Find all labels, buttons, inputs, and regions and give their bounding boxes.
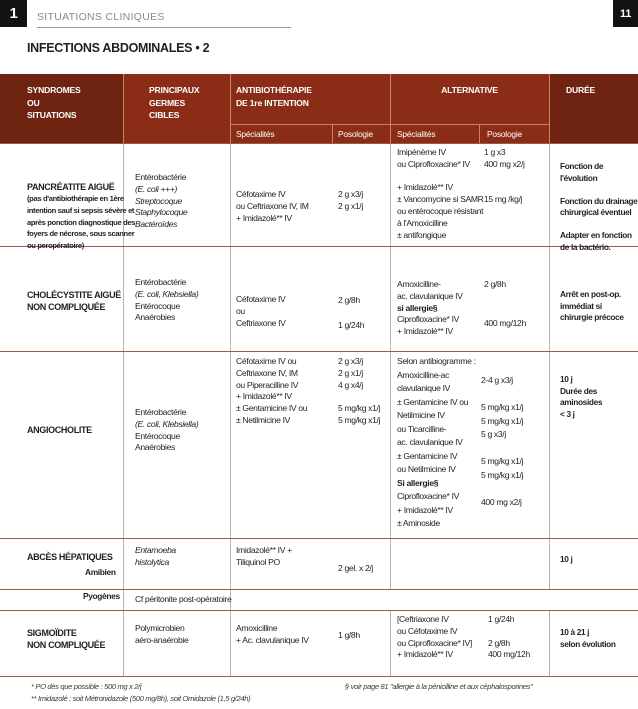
pancreatite-alt-posologie: 1 g x3 400 mg x2/j 15 mg /kg/j (484, 147, 525, 205)
col-antibiotherapie: ANTIBIOTHÉRAPIE DE 1re INTENTION (236, 85, 312, 108)
page-number: 11 (613, 0, 638, 27)
row-divider (0, 351, 638, 352)
header-rule (37, 27, 291, 28)
abces-pyogenes: Pyogènes (83, 591, 120, 601)
header-divider (549, 74, 550, 143)
angiocholite-alt-posologie: 2-4 g x3/j 5 mg/kg x1/j 5 mg/kg x1/j 5 g x3/j 5 mg/kg x1/j 5 mg/kg x1/j 400 mg x2/j (481, 375, 524, 507)
col-divider (549, 610, 550, 676)
col-divider (390, 143, 391, 589)
table-header (0, 74, 638, 143)
abces-duree: 10 j (560, 554, 573, 564)
pancreatite-posologie: 2 g x3/j 2 g x1/j (338, 189, 363, 211)
col-duree: DURÉE (566, 85, 596, 95)
pancreatite-germes: Entérobactérie (E. coli +++) Streptocoque Staphylocoque Bactéroïdes (135, 172, 188, 230)
header-subdivider (479, 124, 480, 143)
abces-posologie: 2 gel. x 2/j (338, 563, 373, 573)
cholecystite-alt-posologie-1: 2 g/8h (484, 279, 506, 289)
col-syndromes: SYNDROMES OU SITUATIONS (27, 85, 81, 120)
syndrome-pancreatite: PANCRÉATITE AIGUË (27, 182, 115, 192)
abces-amibien: Amibien (85, 567, 116, 577)
col-divider (390, 538, 391, 589)
pancreatite-alternative: Imipénème IV ou Ciprofloxacine* IV + Imidazolé** IV ± Vancomycine si SAMR ou entérocoque résistant à l'Amoxicilline ± antifongique (397, 147, 484, 240)
col-alternative: ALTERNATIVE (441, 85, 498, 95)
footnote-po: * PO dès que possible : 500 mg x 2/j (31, 682, 142, 691)
header-subrule (230, 124, 549, 125)
angiocholite-alternative: Selon antibiogramme : Amoxicilline-ac clavulanique IV ± Gentamicine IV ou Netilmicine IV ou Ticarcilline- ac. clavulanique IV ± Gentamicine IV ou Netilmicine IV Si allergie§ Ciprofloxacine* IV + Imidazolé** IV ± Aminoside (397, 356, 476, 528)
cholecystite-posologie-2: 1 g/24h (338, 320, 365, 330)
cholecystite-specialites: Céfotaxime IV ou Ceftriaxone IV (236, 294, 286, 328)
row-divider (0, 143, 638, 144)
col-divider (390, 610, 391, 676)
syndrome-sigmoidite: SIGMOÏDITE NON COMPLIQUÉE (27, 628, 106, 650)
cholecystite-alt-posologie-2: 400 mg/12h (484, 318, 526, 328)
pancreatite-specialites: Céfotaxime IV ou Ceftriaxone IV, IM + Imidazolé** IV (236, 189, 309, 223)
sigmoidite-alternative: [Ceftriaxone IV ou Céfotaxime IV ou Ciprofloxacine* IV] + Imidazolé** IV (397, 614, 472, 660)
angiocholite-specialites: Céfotaxime IV ou Ceftriaxone IV, IM ou Piperacilline IV + Imidazolé** IV ± Gentamicine IV ou ± Netilmicine IV (236, 356, 308, 425)
syndrome-abces: ABCÈS HÉPATIQUES (27, 552, 113, 562)
header-subdivider (332, 124, 333, 143)
sigmoidite-duree: 10 à 21 j selon évolution (560, 627, 616, 649)
row-divider (0, 610, 638, 611)
row-divider (0, 589, 638, 590)
chapter-tab: 1 (0, 0, 27, 27)
section-label: SITUATIONS CLINIQUES (37, 11, 165, 23)
row-divider (0, 538, 638, 539)
col-posologie-2: Posologie (487, 129, 522, 139)
syndrome-cholecystite: CHOLÉCYSTITE AIGUË NON COMPLIQUÉE (27, 290, 121, 312)
header-divider (230, 74, 231, 143)
angiocholite-duree: 10 j Durée des aminosides < 3 j (560, 374, 603, 419)
sigmoidite-specialites: Amoxicilline + Ac. clavulanique IV (236, 623, 309, 645)
footnote-allergie: § voir page 81 "allergie à la pénicilline et aux céphalosporines" (345, 682, 533, 691)
abces-specialites: Imidazolé** IV + Tiliquinol PO (236, 545, 292, 567)
pyogenes-germes: Cf péritonite post-opératoire (135, 594, 232, 604)
angiocholite-germes: Entérobactérie (E. coli, Klebsiella) Entérocoque Anaérobies (135, 407, 199, 453)
header-divider (123, 74, 124, 143)
abces-germes: Entamoeba histolytica (135, 545, 176, 567)
pancreatite-note: (pas d'antibiothérapie en 1ère intention sauf si sepsis sévère et après ponction diagnostique des foyers de nécrose, sous scanner ou peropératoire) (27, 194, 136, 251)
cholecystite-duree: Arrêt en post-op. immédiat si chirurgie précoce (560, 289, 624, 322)
sigmoidite-posologie: 1 g/8h (338, 630, 360, 640)
sigmoidite-alt-posologie: 1 g/24h 2 g/8h 400 mg/12h (488, 614, 530, 660)
angiocholite-posologie: 2 g x3/j 2 g x1/j 4 g x4/j 5 mg/kg x1/j 5 mg/kg x1/j (338, 356, 381, 425)
cholecystite-alternative: Amoxicilline- ac. clavulanique IV si allergie§ Ciprofloxacine* IV + Imidazolé** IV (397, 279, 463, 337)
footnote-imidazole: ** Imidazolé : soit Métronidazole (500 mg/8h), soit Ornidazole (1,5 g/24h) (31, 694, 251, 703)
pancreatite-duree: Fonction de l'évolution Fonction du drainage chirurgical éventuel Adapter en fonction de la bactério. (560, 161, 638, 252)
col-divider (549, 143, 550, 589)
page-title: INFECTIONS ABDOMINALES • 2 (27, 41, 210, 55)
sigmoidite-germes: Polymicrobien aéro-anaérobie (135, 623, 189, 645)
footer-rule (0, 676, 638, 677)
col-specialites-2: Spécialités (397, 129, 436, 139)
syndrome-angiocholite: ANGIOCHOLITE (27, 425, 92, 435)
col-germes: PRINCIPAUX GERMES CIBLES (149, 85, 200, 120)
cholecystite-germes: Entérobactérie (E. coli, Klebsiella) Entérocoque Anaérobies (135, 277, 199, 323)
treatment-table (0, 143, 638, 676)
col-specialites-1: Spécialités (236, 129, 275, 139)
cholecystite-posologie-1: 2 g/8h (338, 295, 360, 305)
col-posologie-1: Posologie (338, 129, 373, 139)
